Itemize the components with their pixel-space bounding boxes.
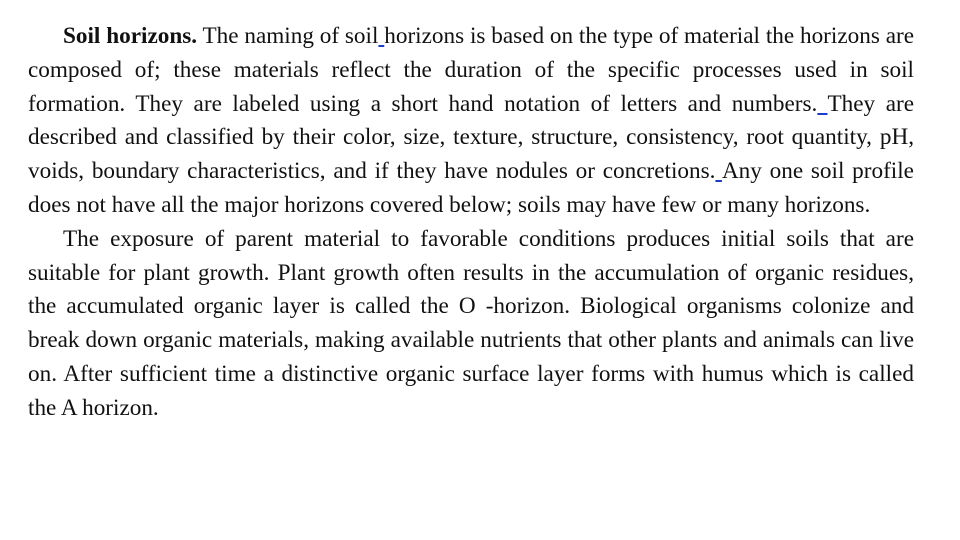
- paragraph1-text-3: They are described and classified by their color, size, texture, structure, consistency, root quantity, pH, voids, boundary characteristics, and if they have nodules or concretions.: [28, 90, 914, 185]
- section-heading: Soil horizons.: [63, 23, 198, 49]
- underline-mark-2: [817, 91, 827, 117]
- paragraph-parent-material: [28, 223, 914, 426]
- paragraph1-text-4: Any one soil profile does not have all the major horizons covered below; soils may have few or many horizons.: [28, 158, 914, 218]
- paragraph-soil-horizons: [28, 20, 914, 223]
- paragraph2-text: The exposure of parent material to favorable conditions produces initial soils that are suitable for plant growth. Plant growth often results in the accumulation of organic residues, the accumulated organic layer is called the O -horizon. Biological organisms colonize and break down organic materials, making available nutrients that other plants and animals can live on. After sufficient time a distinctive organic surface layer forms with humus which is called the A horizon.: [28, 225, 914, 421]
- paragraph1-text-2: horizons is based on the type of material the horizons are composed of; these materials reflect the duration of the specific processes used in soil formation. They are labeled using a short hand notation of letters and numbers.: [28, 23, 914, 117]
- body-text: [28, 20, 914, 426]
- paragraph1-text-1: The naming of soil: [197, 23, 379, 49]
